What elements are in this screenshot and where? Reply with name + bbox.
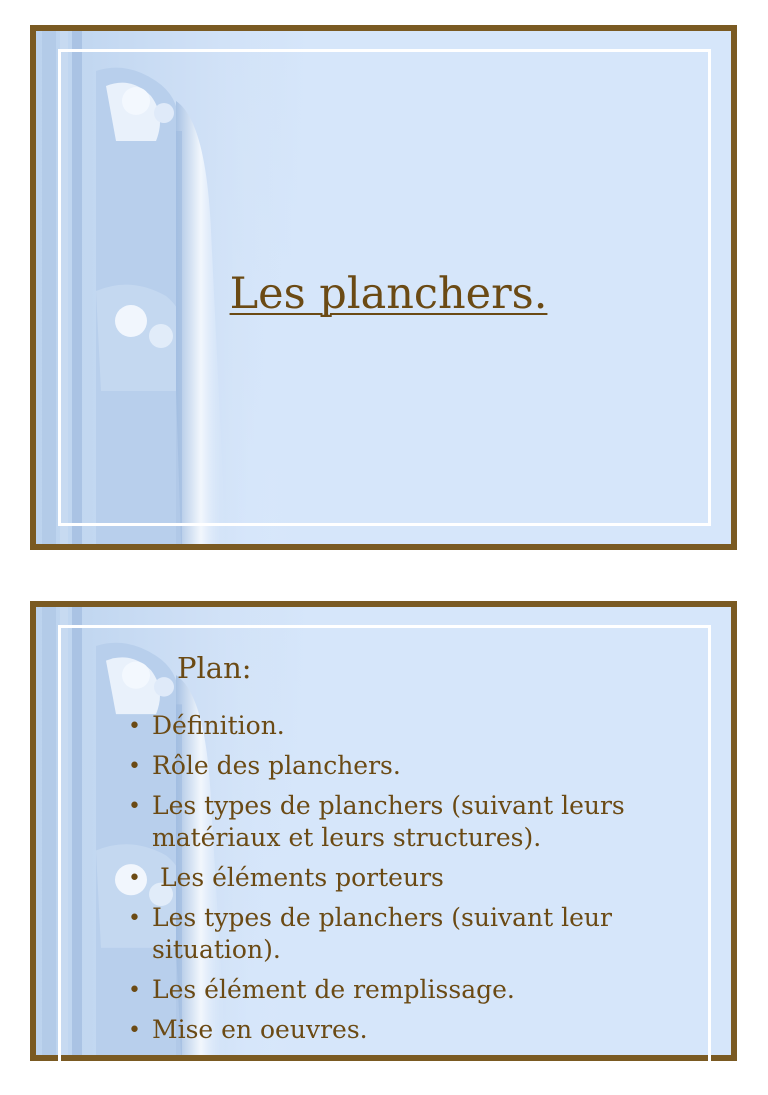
bullet-icon: • [128, 978, 141, 1003]
list-item-text: Les types de planchers (suivant leurs matériaux et leurs structures). [152, 791, 625, 852]
list-item-text: Les éléments porteurs [152, 863, 444, 892]
list-item [124, 710, 684, 742]
bullet-icon: • [128, 714, 141, 739]
list-item [124, 750, 684, 782]
title-slide [30, 25, 737, 550]
slide-title: Les planchers. [229, 269, 548, 319]
bullet-icon: • [128, 1018, 141, 1043]
list-item [124, 1014, 684, 1046]
bullet-icon: • [128, 906, 141, 931]
list-item-text: Mise en oeuvres. [152, 1015, 368, 1044]
plan-heading: Plan: [177, 651, 252, 685]
bullet-icon: • [128, 794, 141, 819]
list-item [124, 862, 684, 894]
list-item [124, 902, 684, 966]
list-item-text: Les types de planchers (suivant leur situation). [152, 903, 612, 964]
list-item-text: Rôle des planchers. [152, 751, 401, 780]
list-item [124, 974, 684, 1006]
bullet-icon: • [128, 866, 141, 891]
plan-slide [30, 601, 737, 1061]
list-item-text: Définition. [152, 711, 285, 740]
bullet-icon: • [128, 754, 141, 779]
list-item [124, 790, 684, 854]
plan-bullet-list [124, 710, 684, 1054]
list-item-text: Les élément de remplissage. [152, 975, 515, 1004]
